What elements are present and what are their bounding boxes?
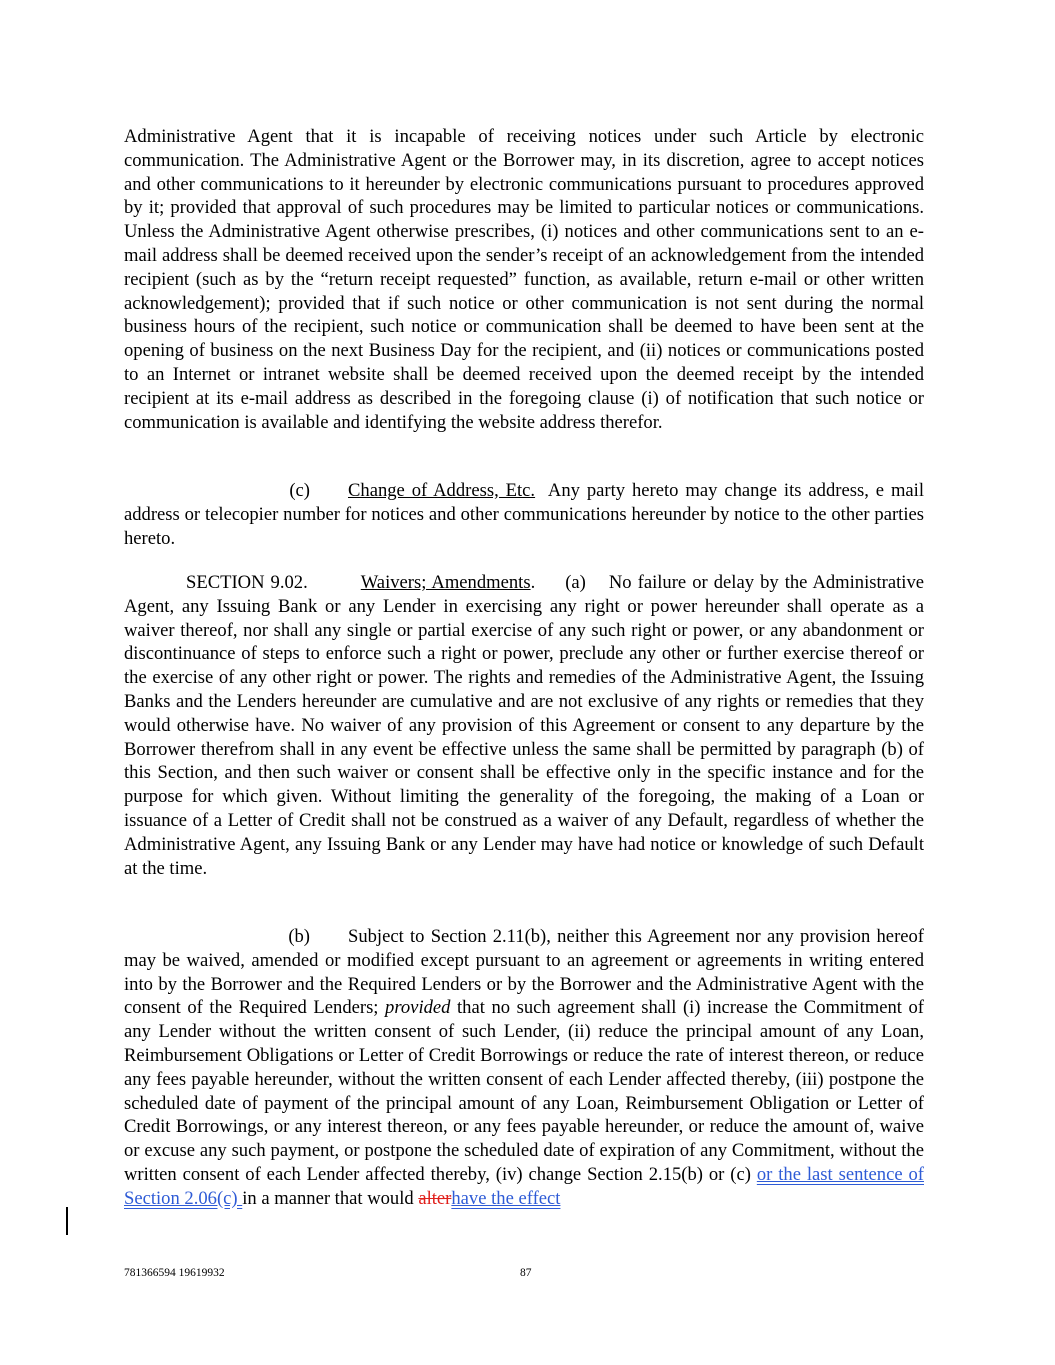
- paragraph-section-9-02: [124, 571, 924, 880]
- inserted-text-revision-1: or the last sentence of Section 2.06(c): [124, 1163, 924, 1209]
- section-title: Waivers; Amendments: [360, 572, 531, 593]
- paragraph-item-c: [124, 479, 924, 550]
- footer-page-number: 87: [520, 1267, 532, 1279]
- section-title-suffix: .: [530, 572, 536, 593]
- item-b-body-continued: that no such agreement shall (i) increase the Commitment of any Lender without the written consent of such Lender, (ii) reduce the principal amount of any Loan, Reimbursement Obligations or Letter of Credit Borrowings or reduce the rate of interest thereon, or reduce any fees payable hereunder, without the written consent of each Lender affected thereby, (iii) postpone the scheduled date of payment of the principal amount of any Loan, Reimbursement Obligation or Letter of Credit Borrowings, or any interest thereon, or any fees payable hereunder, or reduce the amount of, waive or excuse any such payment, or postpone the scheduled date of expiration of any Commitment, without the written consent of each Lender affected thereby, (iv) change Section 2.15(b) or (c): [124, 997, 924, 1185]
- section-number: SECTION 9.02.: [186, 572, 308, 593]
- section-9-02-a-body: No failure or delay by the Administrative Agent, any Issuing Bank or any Lender in exercising any right or power hereunder shall operate as a waiver thereof, nor shall any single or partial exercise of any such right or power, or any abandonment or discontinuance of steps to enforce such a right or power, preclude any other or further exercise thereof or the exercise of any other right or power. The rights and remedies of the Administrative Agent, the Issuing Banks and the Lenders hereunder are cumulative and are not exclusive of any rights or remedies that they would otherwise have. No waiver of any provision of this Agreement or consent to any departure by the Borrower therefrom shall in any event be effective unless the same shall be permitted by paragraph (b) of this Section, and then such waiver or consent shall be effective only in the specific instance and for the purpose for which given. Without limiting the generality of the foregoing, the making of a Loan or issuance of a Letter of Credit shall not be construed as a waiver of any Default, regardless of whether the Administrative Agent, any Issuing Bank or any Lender may have had notice or knowledge of such Default at the time.: [124, 572, 924, 879]
- paragraph-continuation: Administrative Agent that it is incapable of receiving notices under such Article by electronic communication. The Administrative Agent or the Borrower may, in its discretion, agree to accept notices and other communications to it hereunder by electronic communications pursuant to procedures approved by it; provided that approval of such procedures may be limited to particular notices or communications. Unless the Administrative Agent otherwise prescribes, (i) notices and other communications sent to an e-mail address shall be deemed received upon the sender’s receipt of an acknowledgement from the intended recipient (such as by the “return receipt requested” function, as available, return e-mail or other written acknowledgement); provided that if such notice or other communication is not sent during the normal business hours of the recipient, such notice or communication shall be deemed to have been sent at the opening of business on the next Business Day for the recipient, and (ii) notices or communications posted to an Internet or intranet website shall be deemed received upon the deemed receipt by the intended recipient at its e-mail address as described in the foregoing clause (i) of notification that such notice or communication is available and identifying the website address therefor.: [124, 126, 924, 433]
- inserted-text-revision-2: have the effect: [451, 1187, 561, 1209]
- footer-document-id: 781366594 19619932: [124, 1267, 225, 1279]
- item-c-heading: Change of Address, Etc.: [348, 480, 536, 501]
- subparagraph-a-marker: (a): [565, 572, 586, 593]
- item-b-marker: (b): [288, 926, 310, 947]
- item-b-body-start: Subject to Section 2.11(b), neither this Agreement nor any provision hereof may be waived, amended or modified except pursuant to an agreement or agreements in writing entered into by the Borrower and the Required Lenders or by the Borrower and the Administrative Agent with the consent of the Required Lenders;: [124, 926, 924, 1019]
- item-c-body: Any party hereto may change its address, e mail address or telecopier number for notices and other communications hereunder by notice to the other parties hereto.: [124, 480, 925, 549]
- item-c-marker: (c): [289, 480, 310, 501]
- deleted-text-revision: alter: [418, 1187, 452, 1209]
- item-b-provided-italic: provided: [385, 997, 451, 1019]
- revision-change-bar: [66, 1207, 68, 1235]
- paragraph-item-b: [124, 925, 924, 1211]
- item-b-body-mid: in a manner that would: [242, 1187, 419, 1209]
